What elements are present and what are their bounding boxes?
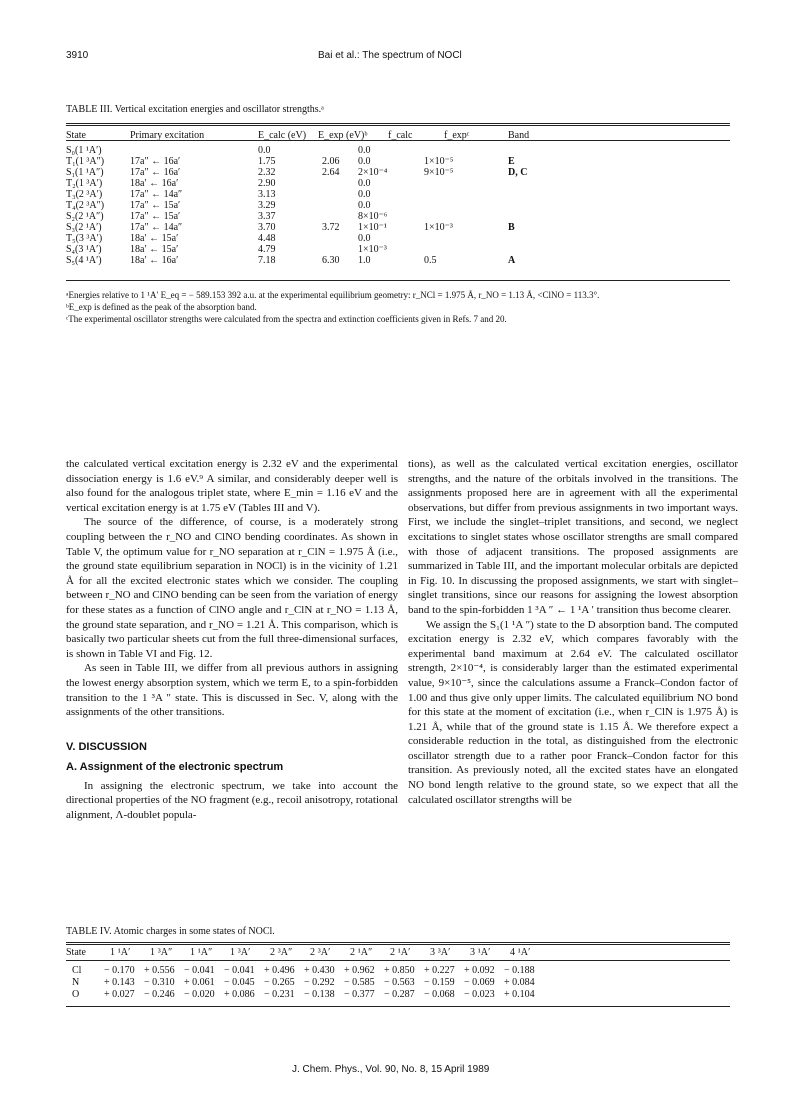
table-cell: 2×10⁻⁴ [358, 167, 388, 178]
table-row [66, 167, 730, 178]
table-row [66, 200, 730, 211]
table-cell: + 0.962 [344, 965, 375, 976]
table-cell: − 0.069 [464, 977, 495, 988]
table-cell: 17a″ ← 16a′ [130, 156, 181, 167]
state-header: 2 ³A′ [310, 947, 331, 958]
table-cell: 2.06 [322, 156, 340, 167]
right-column [408, 457, 738, 807]
state-header: 3 ³A′ [430, 947, 451, 958]
table-cell: A [508, 255, 516, 266]
footnote-a: ᵃEnergies relative to 1 ¹A′ E_eq = − 589.153 392 a.u. at the experimental equilibrium geometry: r_NCl = 1.975 Å, r_NO = 1.13 Å, <ClNO = 113.3°. [66, 290, 600, 300]
table-cell: 3.72 [322, 222, 340, 233]
left-column [66, 457, 398, 823]
column-header: E_calc (eV) [258, 130, 307, 141]
table-cell: − 0.041 [224, 965, 255, 976]
table-cell: + 0.061 [184, 977, 215, 988]
table-cell: 4.48 [258, 233, 276, 244]
state-header: 1 ¹A′ [110, 947, 131, 958]
table-cell: 17a″ ← 15a′ [130, 200, 181, 211]
column-header: State [66, 130, 86, 141]
table-cell: + 0.850 [384, 965, 415, 976]
table-cell: − 0.045 [224, 977, 255, 988]
table-cell: 0.0 [258, 145, 271, 156]
table-cell: 6.30 [322, 255, 340, 266]
table-cell: T₁(1 ³A″) [66, 156, 105, 167]
table-cell: 17a″ ← 14a″ [130, 222, 183, 233]
table-cell: E [508, 156, 515, 167]
table-cell: 3.29 [258, 200, 276, 211]
table-cell: + 0.430 [304, 965, 335, 976]
state-header: 1 ³A″ [150, 947, 173, 958]
atom-label: N [72, 977, 80, 988]
table-cell: − 0.563 [384, 977, 415, 988]
table-cell: − 0.023 [464, 989, 495, 1000]
table-cell: − 0.068 [424, 989, 455, 1000]
table-cell: − 0.292 [304, 977, 335, 988]
table-cell: 1×10⁻¹ [358, 222, 387, 233]
table-cell: − 0.170 [104, 965, 135, 976]
state-header: 1 ³A′ [230, 947, 251, 958]
state-header: 2 ¹A″ [350, 947, 373, 958]
table-cell: 0.0 [358, 145, 371, 156]
table-cell: 4.79 [258, 244, 276, 255]
table-row [66, 156, 730, 167]
table-cell: 1.75 [258, 156, 276, 167]
subsection-heading: A. Assignment of the electronic spectrum [66, 761, 284, 774]
table-cell: + 0.027 [104, 989, 135, 1000]
table-cell: 0.0 [358, 178, 371, 189]
table-cell: − 0.231 [264, 989, 295, 1000]
table-cell: T₃(2 ³A′) [66, 189, 103, 200]
table-cell: 2.32 [258, 167, 276, 178]
table-cell: − 0.020 [184, 989, 215, 1000]
journal-citation: J. Chem. Phys., Vol. 90, No. 8, 15 April 1989 [292, 1064, 490, 1075]
column-header: E_exp (eV)ᵇ [318, 130, 368, 141]
atom-label: Cl [72, 965, 82, 976]
table-iv [66, 926, 730, 1001]
table-row [66, 255, 730, 266]
table-row [66, 965, 730, 977]
table-cell: 1×10⁻³ [424, 222, 453, 233]
table-cell: 2.64 [322, 167, 340, 178]
table-cell: + 0.084 [504, 977, 535, 988]
paragraph: the calculated vertical excitation energy is 2.32 eV and the experimental dissociation energy is 1.6 eV.⁹ A similar, and considerably deeper well is also found for the analogous triplet state, where E_min = 1.16 eV and the vertical excitation energy is at 1.75 eV (Tables III and V). [66, 458, 398, 514]
table-cell: 1×10⁻⁵ [424, 156, 454, 167]
table-cell: 3.70 [258, 222, 276, 233]
table-cell: − 0.138 [304, 989, 335, 1000]
table-iii-body [66, 145, 730, 266]
running-title: Bai et al.: The spectrum of NOCl [318, 50, 462, 61]
section-heading: V. DISCUSSION [66, 740, 147, 753]
table-cell: 2.90 [258, 178, 276, 189]
paragraph: The source of the difference, of course, is a moderately strong coupling between the r_NO and ClNO bending coordinates. As shown in Table V, the optimum value for r_NO separation at r_ClN = 1.975 Å (i.e., the ground state equilibrium separation in NOCl) is in the vicinity of 1.21 Å for all the excited electronic states which we consider. The coupling between r_NO and ClNO bending can be seen from the variation of energy for these states as a function of ClNO angle and r_ClN at r_NO = 1.13 Å, the ground state separation, and r_NO = 1.21 Å. This comparison, which is basically two particular sheets cut from the full three-dimensional surfaces, is shown in Table VI and Fig. 12. [66, 516, 398, 660]
table-cell: 7.18 [258, 255, 276, 266]
table-cell: + 0.104 [504, 989, 535, 1000]
table-cell: S₅(4 ¹A′) [66, 255, 102, 266]
table-row [66, 178, 730, 189]
table-cell: 0.5 [424, 255, 437, 266]
table-cell: − 0.159 [424, 977, 455, 988]
table-cell: T₄(2 ³A″) [66, 200, 105, 211]
table-iv-header [66, 947, 730, 959]
table-cell: 9×10⁻⁵ [424, 167, 454, 178]
footnote-c: ᶜThe experimental oscillator strengths were calculated from the spectra and extinction coefficients given in Refs. 7 and 20. [66, 314, 507, 324]
table-cell: 18a′ ← 15a′ [130, 244, 179, 255]
table-cell: S₁(1 ¹A″) [66, 167, 104, 178]
table-cell: 0.0 [358, 156, 371, 167]
table-iii [66, 104, 730, 266]
table-cell: 0.0 [358, 189, 371, 200]
table-row [66, 145, 730, 156]
table-cell: 3.13 [258, 189, 276, 200]
table-cell: + 0.227 [424, 965, 455, 976]
column-header: Primary excitation [130, 130, 205, 141]
table-cell: 17a″ ← 14a″ [130, 189, 183, 200]
column-header: f_calc [388, 130, 413, 141]
table-iv-caption: TABLE IV. Atomic charges in some states of NOCl. [66, 926, 275, 937]
state-header: 3 ¹A′ [470, 947, 491, 958]
table-cell: S₃(2 ¹A′) [66, 222, 102, 233]
footnote-b: ᵇE_exp is defined as the peak of the absorption band. [66, 302, 257, 312]
table-cell: B [508, 222, 515, 233]
column-header: Band [508, 130, 530, 141]
table-cell: + 0.092 [464, 965, 495, 976]
table-row [66, 977, 730, 989]
column-header: State [66, 947, 86, 958]
state-header: 1 ¹A″ [190, 947, 213, 958]
table-cell: + 0.496 [264, 965, 295, 976]
state-header: 2 ¹A′ [390, 947, 411, 958]
table-cell: + 0.556 [144, 965, 175, 976]
table-iii-footnotes [66, 289, 730, 325]
table-cell: 1.0 [358, 255, 371, 266]
paragraph: As seen in Table III, we differ from all previous authors in assigning the lowest energy absorption system, which we term E, to a spin-forbidden transition to the 1 ³A ″ state. This is discussed in Sec. V, along with the assignments of the other transitions. [66, 662, 398, 719]
table-cell: − 0.188 [504, 965, 535, 976]
table-cell: 0.0 [358, 233, 371, 244]
table-cell: T₅(3 ³A′) [66, 233, 103, 244]
table-cell: − 0.585 [344, 977, 375, 988]
table-cell: D, C [508, 167, 528, 178]
state-header: 2 ³A″ [270, 947, 293, 958]
table-cell: − 0.265 [264, 977, 295, 988]
table-row [66, 211, 730, 222]
table-row [66, 189, 730, 200]
page-number: 3910 [66, 50, 89, 61]
table-cell: 18a′ ← 15a′ [130, 233, 179, 244]
table-cell: 1×10⁻³ [358, 244, 387, 255]
table-cell: 0.0 [358, 200, 371, 211]
paragraph: In assigning the electronic spectrum, we take into account the directional properties of the NO fragment (e.g., recoil anisotropy, rotational alignment, Λ-doublet popula- [66, 779, 398, 822]
atom-label: O [72, 989, 80, 1000]
state-header: 4 ¹A′ [510, 947, 531, 958]
table-cell: − 0.041 [184, 965, 215, 976]
table-cell: − 0.246 [144, 989, 175, 1000]
table-cell: S₂(2 ¹A″) [66, 211, 104, 222]
column-header: f_expᶜ [444, 130, 470, 141]
table-cell: 18a′ ← 16a′ [130, 255, 179, 266]
table-row [66, 989, 730, 1001]
table-cell: + 0.086 [224, 989, 255, 1000]
table-row [66, 222, 730, 233]
table-cell: − 0.377 [344, 989, 375, 1000]
table-iii-caption: TABLE III. Vertical excitation energies and oscillator strengths.ᵃ [66, 104, 324, 115]
table-cell: 17a″ ← 15a′ [130, 211, 181, 222]
table-cell: T₂(1 ³A′) [66, 178, 103, 189]
table-row [66, 233, 730, 244]
table-cell: 17a″ ← 16a′ [130, 167, 181, 178]
table-cell: S₀(1 ¹A′) [66, 145, 102, 156]
paragraph: We assign the S₁(1 ¹A ″) state to the D absorption band. The computed excitation energy is 2.32 eV, which compares favorably with the experimental band maximum at 2.64 eV. The calculated oscillator strength, 2×10⁻⁴, is considerably larger than the estimated experimental value, 9×10⁻⁵, since the calculations assume a Franck–Condon factor of 1.00 and thus give only upper limits. The calculated equilibrium NO bond for this state at the moment of excitation (i.e., when r_ClN is 1.975 Å) is 1.21 Å, while that of the ground state is 1.15 Å. We therefore expect a considerable reduction in the total, as distinguished from the electronic oscillator strength due to a rather poor Franck–Condon factor for this transition. As previously noted, all the excited states have an elongated NO bond length relative to the ground state, so we expect that all the calculated oscillator strengths will be [408, 618, 738, 806]
table-cell: − 0.287 [384, 989, 415, 1000]
table-cell: + 0.143 [104, 977, 135, 988]
table-cell: 8×10⁻⁶ [358, 211, 388, 222]
table-iv-body [66, 965, 730, 1001]
table-cell: 3.37 [258, 211, 276, 222]
table-row [66, 244, 730, 255]
table-cell: − 0.310 [144, 977, 175, 988]
table-cell: S₄(3 ¹A′) [66, 244, 102, 255]
paragraph: tions), as well as the calculated vertical excitation energies, oscillator strengths, and the nature of the orbitals involved in the transitions. The assignments proposed here are in agreement with all the experimental observations, but differ from previous assignments in two important ways. First, we include the singlet–triplet transitions, and second, we neglect excitations to singlet states whose oscillator strengths are small compared with those of adjacent transitions. The proposed assignments are summarized in Table III, and the important molecular orbitals are depicted in Fig. 10. In discussing the proposed assignments, we start with singlet–singlet transitions, since our reasons for assigning the lowest absorption band to the spin-forbidden 1 ³A ″ ← 1 ¹A ′ transition thus become clearer. [408, 458, 738, 616]
table-cell: 18a′ ← 16a′ [130, 178, 179, 189]
